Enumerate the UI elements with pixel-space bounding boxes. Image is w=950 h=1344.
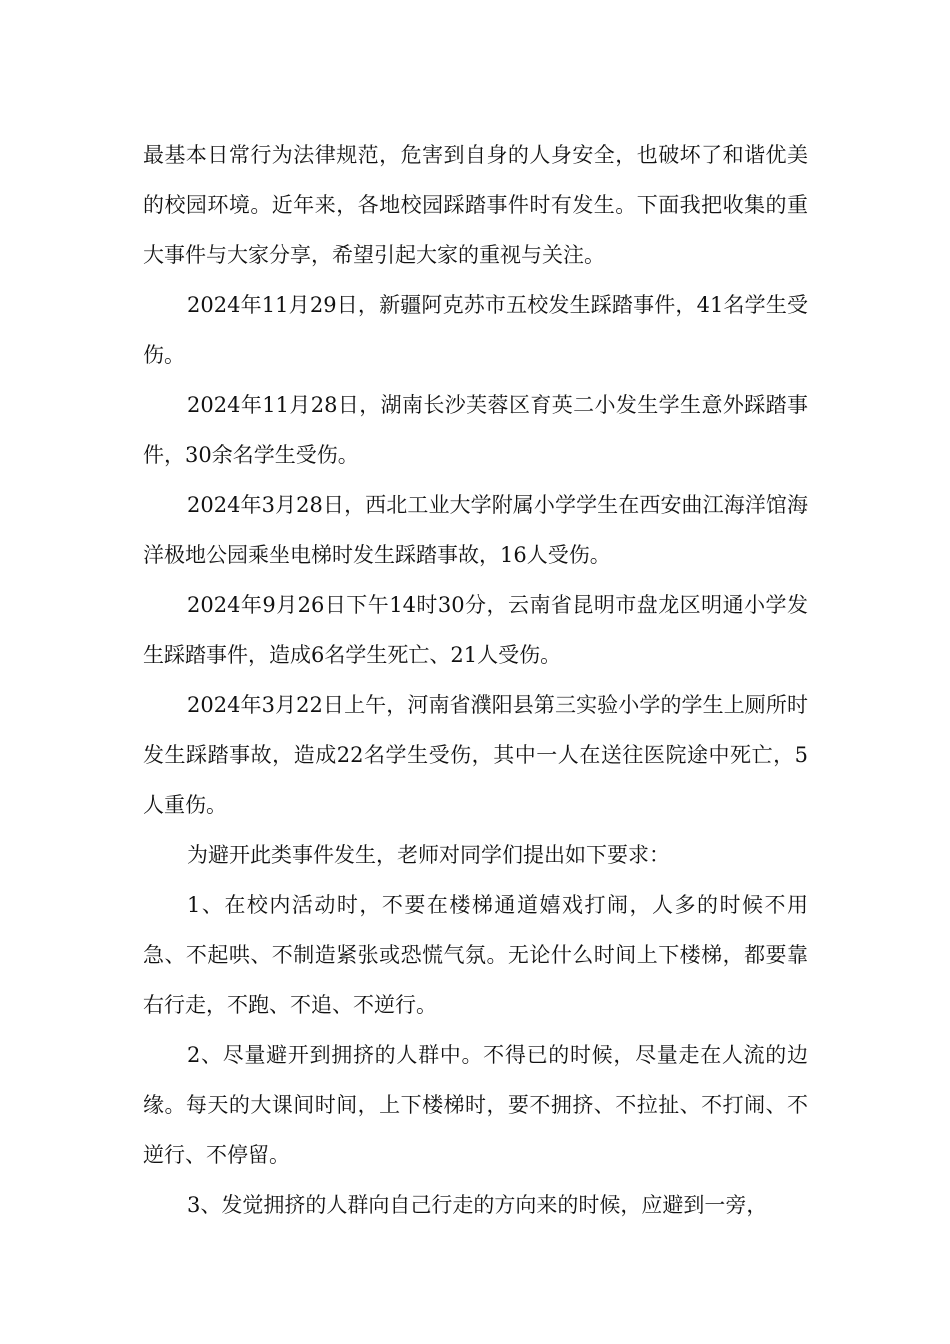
paragraph-1: 最基本日常行为法律规范，危害到自身的人身安全，也破坏了和谐优美的校园环境。近年来，各地校园踩踏事件时有发生。下面我把收集的重大事件与大家分享，希望引起大家的重视与关注。: [143, 143, 808, 267]
paragraph-6: 2024年3月22日上午，河南省濮阳县第三实验小学的学生上厕所时发生踩踏事故，造成22名学生受伤，其中一人在送往医院途中死亡，5人重伤。: [143, 693, 808, 817]
document-body: [143, 130, 808, 1230]
paragraph-3: 2024年11月28日，湖南长沙芙蓉区育英二小发生学生意外踩踏事件，30余名学生受伤。: [143, 393, 808, 467]
paragraph-8: 1、在校内活动时，不要在楼梯通道嬉戏打闹，人多的时候不用急、不起哄、不制造紧张或恐慌气氛。无论什么时间上下楼梯，都要靠右行走，不跑、不追、不逆行。: [143, 893, 808, 1017]
paragraph-5: 2024年9月26日下午14时30分，云南省昆明市盘龙区明通小学发生踩踏事件，造成6名学生死亡、21人受伤。: [143, 593, 808, 667]
paragraph-4: 2024年3月28日，西北工业大学附属小学学生在西安曲江海洋馆海洋极地公园乘坐电梯时发生踩踏事故，16人受伤。: [143, 493, 808, 567]
paragraph-10: 3、发觉拥挤的人群向自己行走的方向来的时候，应避到一旁，: [187, 1193, 768, 1217]
paragraph-2: 2024年11月29日，新疆阿克苏市五校发生踩踏事件，41名学生受伤。: [143, 293, 808, 367]
paragraph-7: 为避开此类事件发生，老师对同学们提出如下要求：: [187, 843, 670, 867]
paragraph-9: 2、尽量避开到拥挤的人群中。不得已的时候，尽量走在人流的边缘。每天的大课间时间，上下楼梯时，要不拥挤、不拉扯、不打闹、不逆行、不停留。: [143, 1043, 808, 1167]
